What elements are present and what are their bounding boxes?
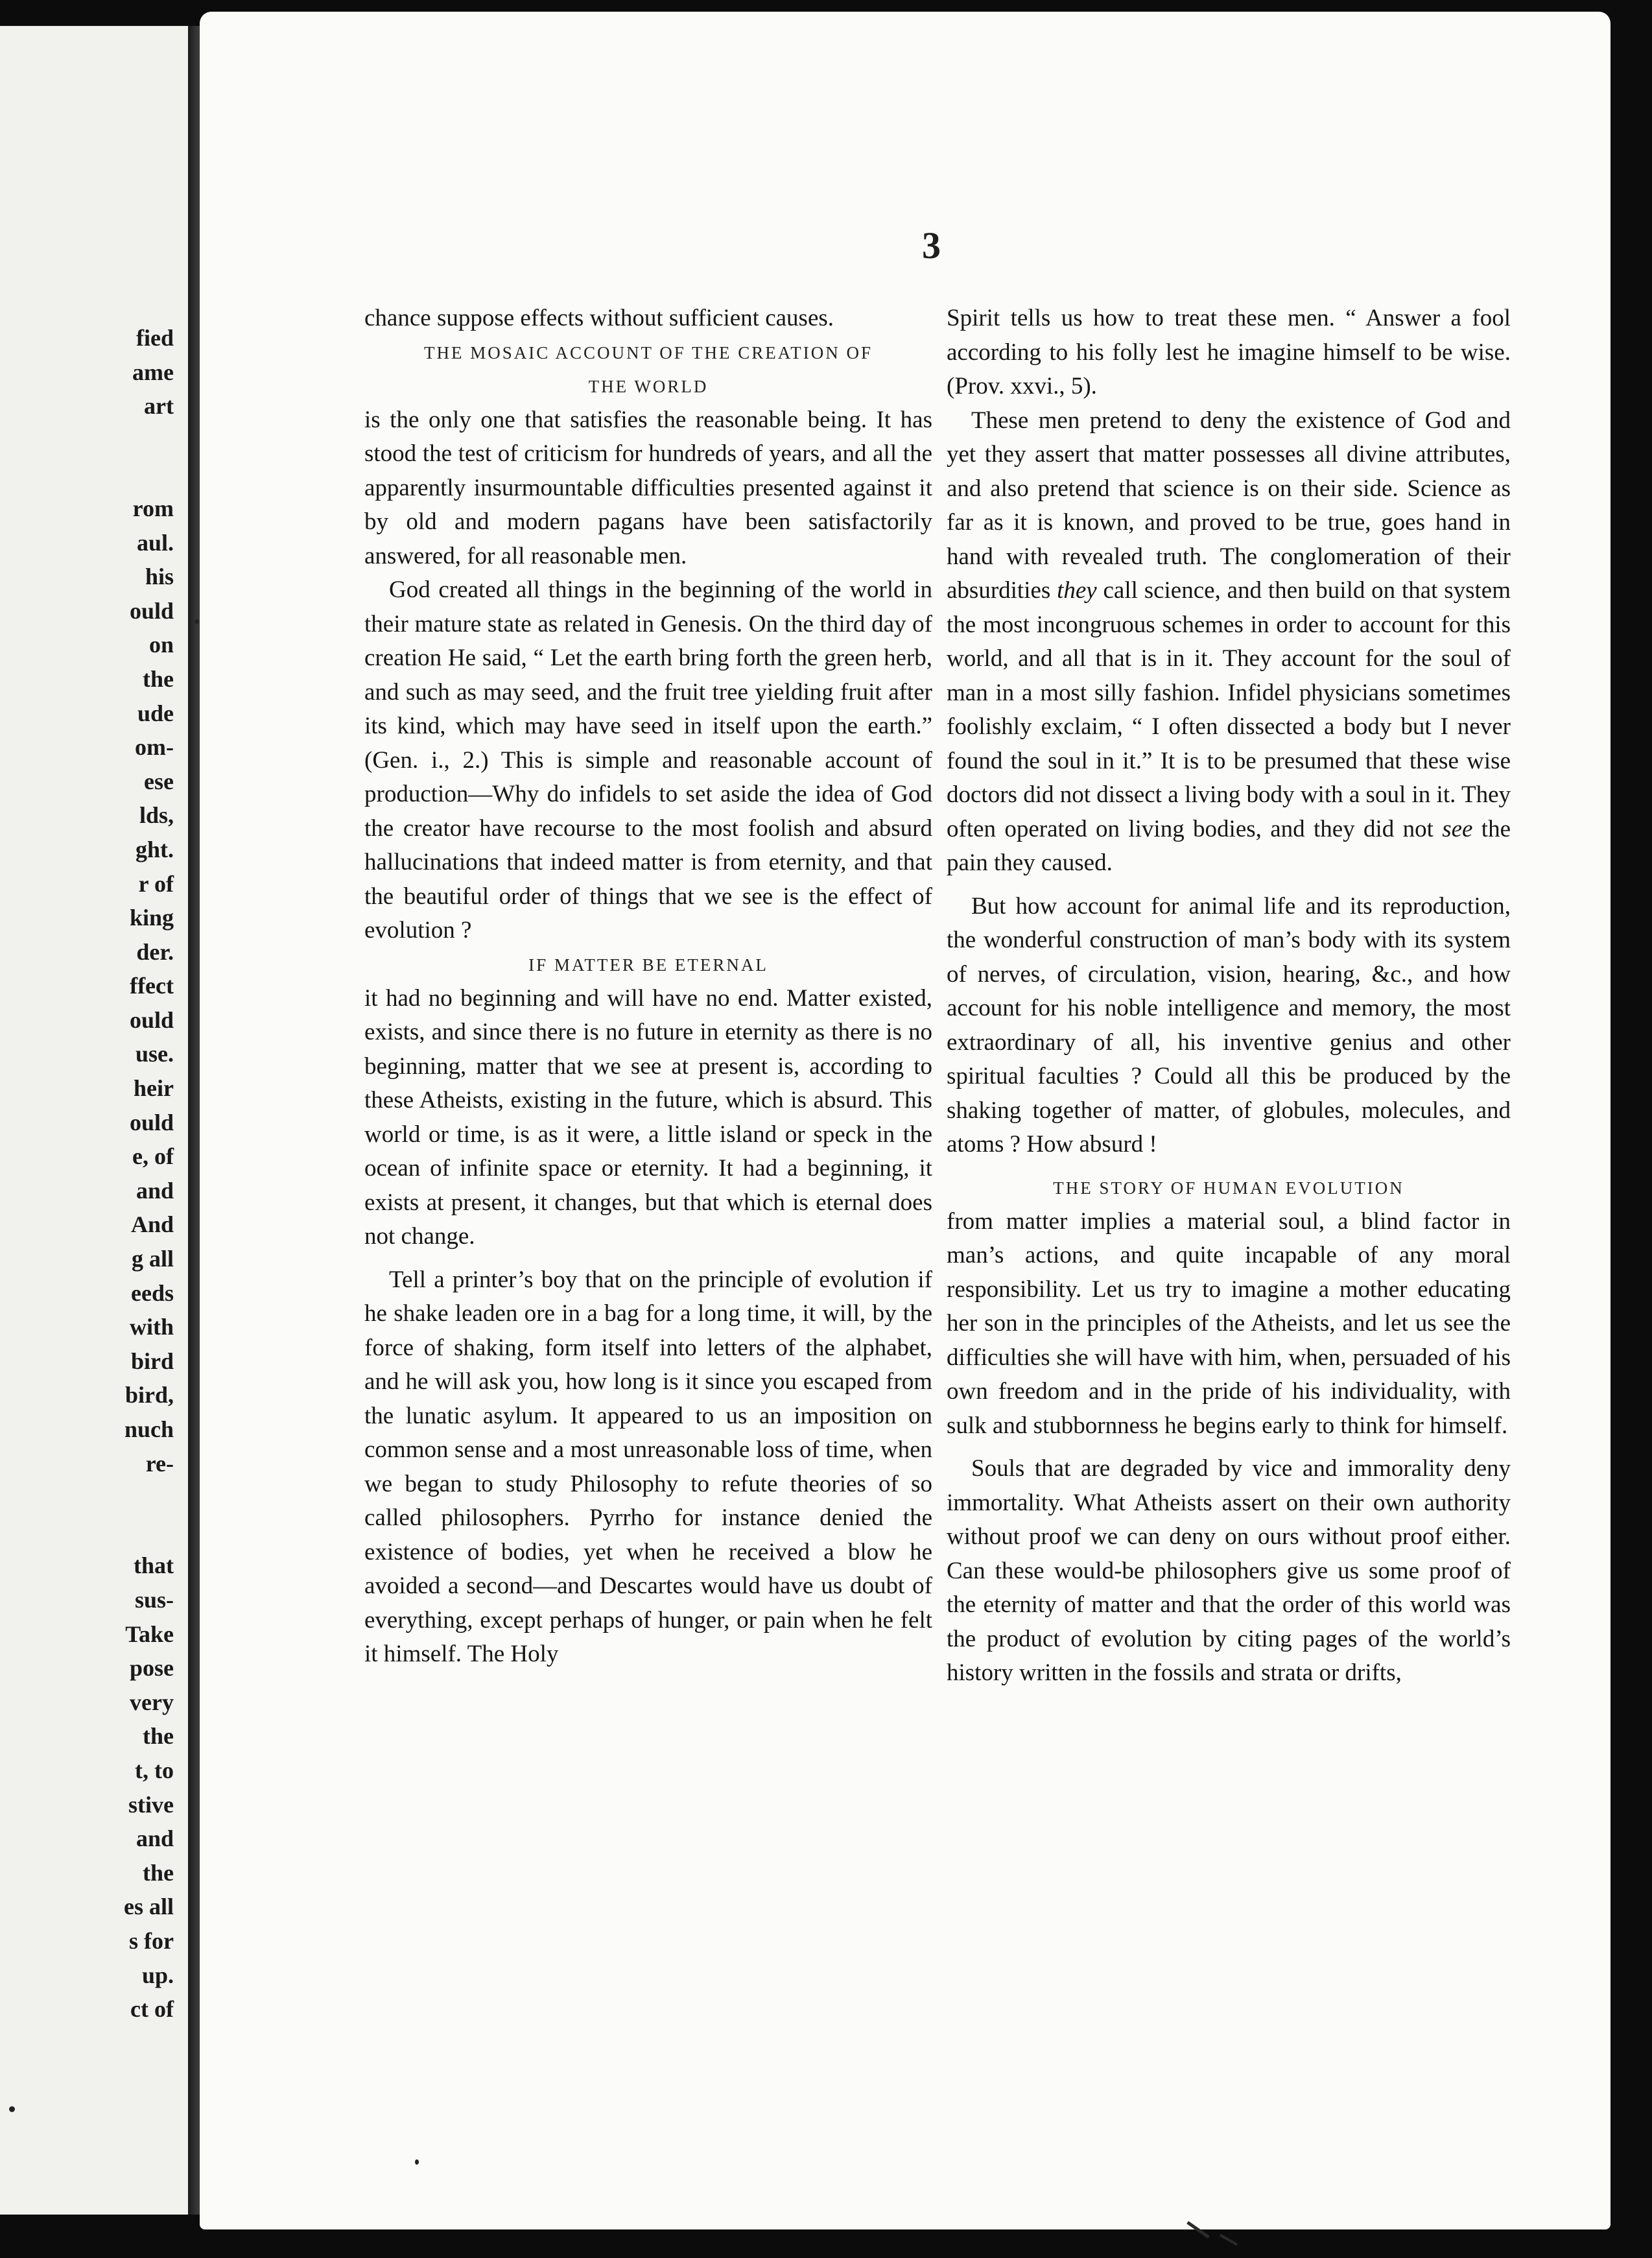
paragraph: God created all things in the beginning of the world in their mature state as related in Genesis. On the third day of creation He said, “ Let the earth bring forth the green herb, and such as may seed, and the fruit tree yielding fruit after its kind, which may have seed in itself upon the earth.” (Gen. i., 2.) This is simple and reasonable account of production—Why do infidels to set aside the idea of God the creator have recourse to the most foolish and absurd hallucinations that indeed matter is from eternity, and that the beautiful order of things that we see is the effect of evolution ? [364,576,932,944]
left-page-fragment: ould [129,597,174,624]
left-page-fragment: and [136,1177,174,1204]
left-page-fragment: aul. [136,529,174,556]
left-page-fragment: g all [131,1246,174,1272]
paragraph: is the only one that satisfies the reasonable being. It has stood the test of criticism for hundreds of years, and all the apparently insurmountable difficulties presented against it by old and modern pagans have been satisfactorily answered, for all reasonable men. [364,406,932,569]
left-page-fragment: And [130,1211,174,1238]
section-heading-line: THE WORLD [588,376,709,396]
left-page-fragment: up. [141,1962,174,1988]
scan-speck [415,2159,419,2165]
left-page-text-fragments [124,321,174,2026]
left-page-fragment: ame [132,359,174,385]
paragraph: it had no beginning and will have no end. Matter existed, exists, and since there is no future in eternity as there is no beginning, matter that we see at present is, according to these Atheists, existing in the future, which is absurd. This world or time, is as it were, a little island or speck in the ocean of infinite space or eternity. It had a beginning, it exists at present, it changes, but that which is eternal does not change. [364,984,932,1250]
left-page-fragment [124,1480,174,1515]
left-page-fragment: fied [136,325,174,351]
paragraph: from matter implies a material soul, a blind factor in man’s actions, and quite incapable of any moral responsibility. Let us try to imagine a mother educating her son in the principles of the Atheists, and let us see the difficulties she will have with him, when, persuaded of his own freedom and in the pride of his individuality, with sulk and stubbornness he begins early to think for himself. [947,1207,1511,1439]
right-text-column [947,302,1511,1691]
left-page-fragment: re- [145,1450,174,1477]
left-page-fragment: lds, [139,802,174,829]
left-page-fragment: ffect [130,973,174,999]
emphasis-text: they [1057,577,1097,604]
left-page-fragment: bird, [124,1382,174,1408]
paragraph: Tell a printer’s boy that on the principle of evolution if he shake leaden ore in a bag for a long time, it will, by the force of shaking, form itself into letters of the alphabet, and he will ask you, how long is it since you escaped from the lunatic asylum. It appeared to us an imposition on common sense and a most unreasonable loss of time, when we began to study Philosophy to refute theories of so called philosophers. Pyrrho for instance denied the existence of bodies, yet when he received a blow he avoided a second—and Descartes would have us doubt of everything, except perhaps of hunger, or pain when he felt it himself. The Holy [364,1266,932,1667]
left-page-fragment: r of [138,870,174,897]
left-page-fragment: ould [129,1006,174,1033]
paragraph: But how account for animal life and its reproduction, the wonderful construction of man’s body with its system of nerves, of circulation, vision, hearing, &c., and how account for his noble intelligence and memory, the most extraordinary of all, his inventive genius and other spiritual faculties ? Could all this be produced by the shaking together of matter, of globules, molecules, and atoms ? How absurd ! [947,892,1511,1158]
left-page-fragment: bird [130,1348,174,1374]
left-page-fragment: ese [144,768,174,794]
left-page-fragment: ould [129,1109,174,1135]
left-page-fragment [124,423,174,458]
left-page-fragment: es all [124,1894,174,1920]
emphasis-text: see [1442,815,1473,842]
left-page-fragment: ct of [130,1996,174,2023]
left-page-fragment: very [130,1689,174,1715]
section-heading-line: THE MOSAIC ACCOUNT OF THE CREATION OF [423,342,873,362]
scan-speck [9,2106,15,2112]
left-page-fragment: pose [129,1655,174,1682]
left-page-fragment [124,1515,174,1549]
left-page-fragment: ght. [135,836,174,862]
left-page-fragment: ude [137,700,174,726]
text-run: These men pretend to deny the existence of God and yet they assert that matter possesses all divine attributes, and also pretend that science is on their side. Science as far as it is known, and proved to be true, goes hand in hand with revealed truth. The conglomeration of their absurdities [947,407,1511,604]
left-page-fragment: der. [136,938,174,965]
left-page-fragment: with [129,1314,174,1340]
left-page-fragment: stive [128,1791,174,1818]
left-page-fragment: rom [132,495,174,521]
paragraph: Spirit tells us how to treat these men. “ Answer a fool according to his folly lest he imagine himself to be wise. (Prov. xxvi., 5). [947,305,1511,399]
left-page-fragment: Take [125,1621,174,1647]
left-page-fragment: e, of [132,1143,174,1170]
left-page-fragment: s for [129,1927,174,1954]
section-heading [364,336,932,403]
left-page-fragment: on [148,632,174,658]
left-page-fragment: that [134,1552,174,1579]
left-page-fragment: heir [134,1075,174,1102]
left-page-edge [0,26,190,2215]
left-page-fragment: use. [135,1041,174,1067]
left-page-fragment: king [129,905,174,931]
paragraph: chance suppose effects without sufficient causes. [364,305,834,331]
left-page-fragment [124,457,174,492]
left-page-fragment: the [143,1859,174,1886]
left-page-fragment: eeds [131,1279,174,1306]
page-number: 3 [922,224,941,267]
left-page-fragment: art [144,393,174,420]
left-page-fragment: t, to [135,1757,174,1783]
left-page-fragment: sus- [134,1586,174,1613]
scan-speck [195,619,199,624]
left-page-fragment: the [143,665,174,692]
left-page-fragment: his [145,564,174,590]
text-run: the pain they caused. [947,815,1511,876]
left-page-fragment: nuch [124,1416,174,1442]
left-page-fragment: the [143,1723,174,1750]
left-text-column [364,302,932,1672]
section-heading: IF MATTER BE ETERNAL [528,955,768,975]
left-page-fragment: om- [135,734,174,761]
left-page-fragment: and [136,1825,174,1852]
paragraph [947,404,1511,881]
text-run: call science, and then build on that system the most incongruous schemes in order to account for this world, and all that is in it. They account for the soul of man in a most silly fashion. Infidel physicians sometimes foolishly exclaim, “ I often dissected a body but I never found the soul in it.” It is to be presumed that these wise doctors did not dissect a living body with a soul in it. They often operated on living bodies, and they did not [947,577,1511,842]
paragraph: Souls that are degraded by vice and immorality deny immortality. What Atheists assert on their own authority without proof we can deny on ours without proof either. Can these would-be philosophers give us some proof of the eternity of matter and that the order of this world was the product of evolution by citing pages of the world’s history written in the fossils and strata or drifts, [947,1455,1511,1686]
section-heading: THE STORY OF HUMAN EVOLUTION [1053,1178,1404,1198]
scan-edge-mark [1220,2234,1238,2246]
